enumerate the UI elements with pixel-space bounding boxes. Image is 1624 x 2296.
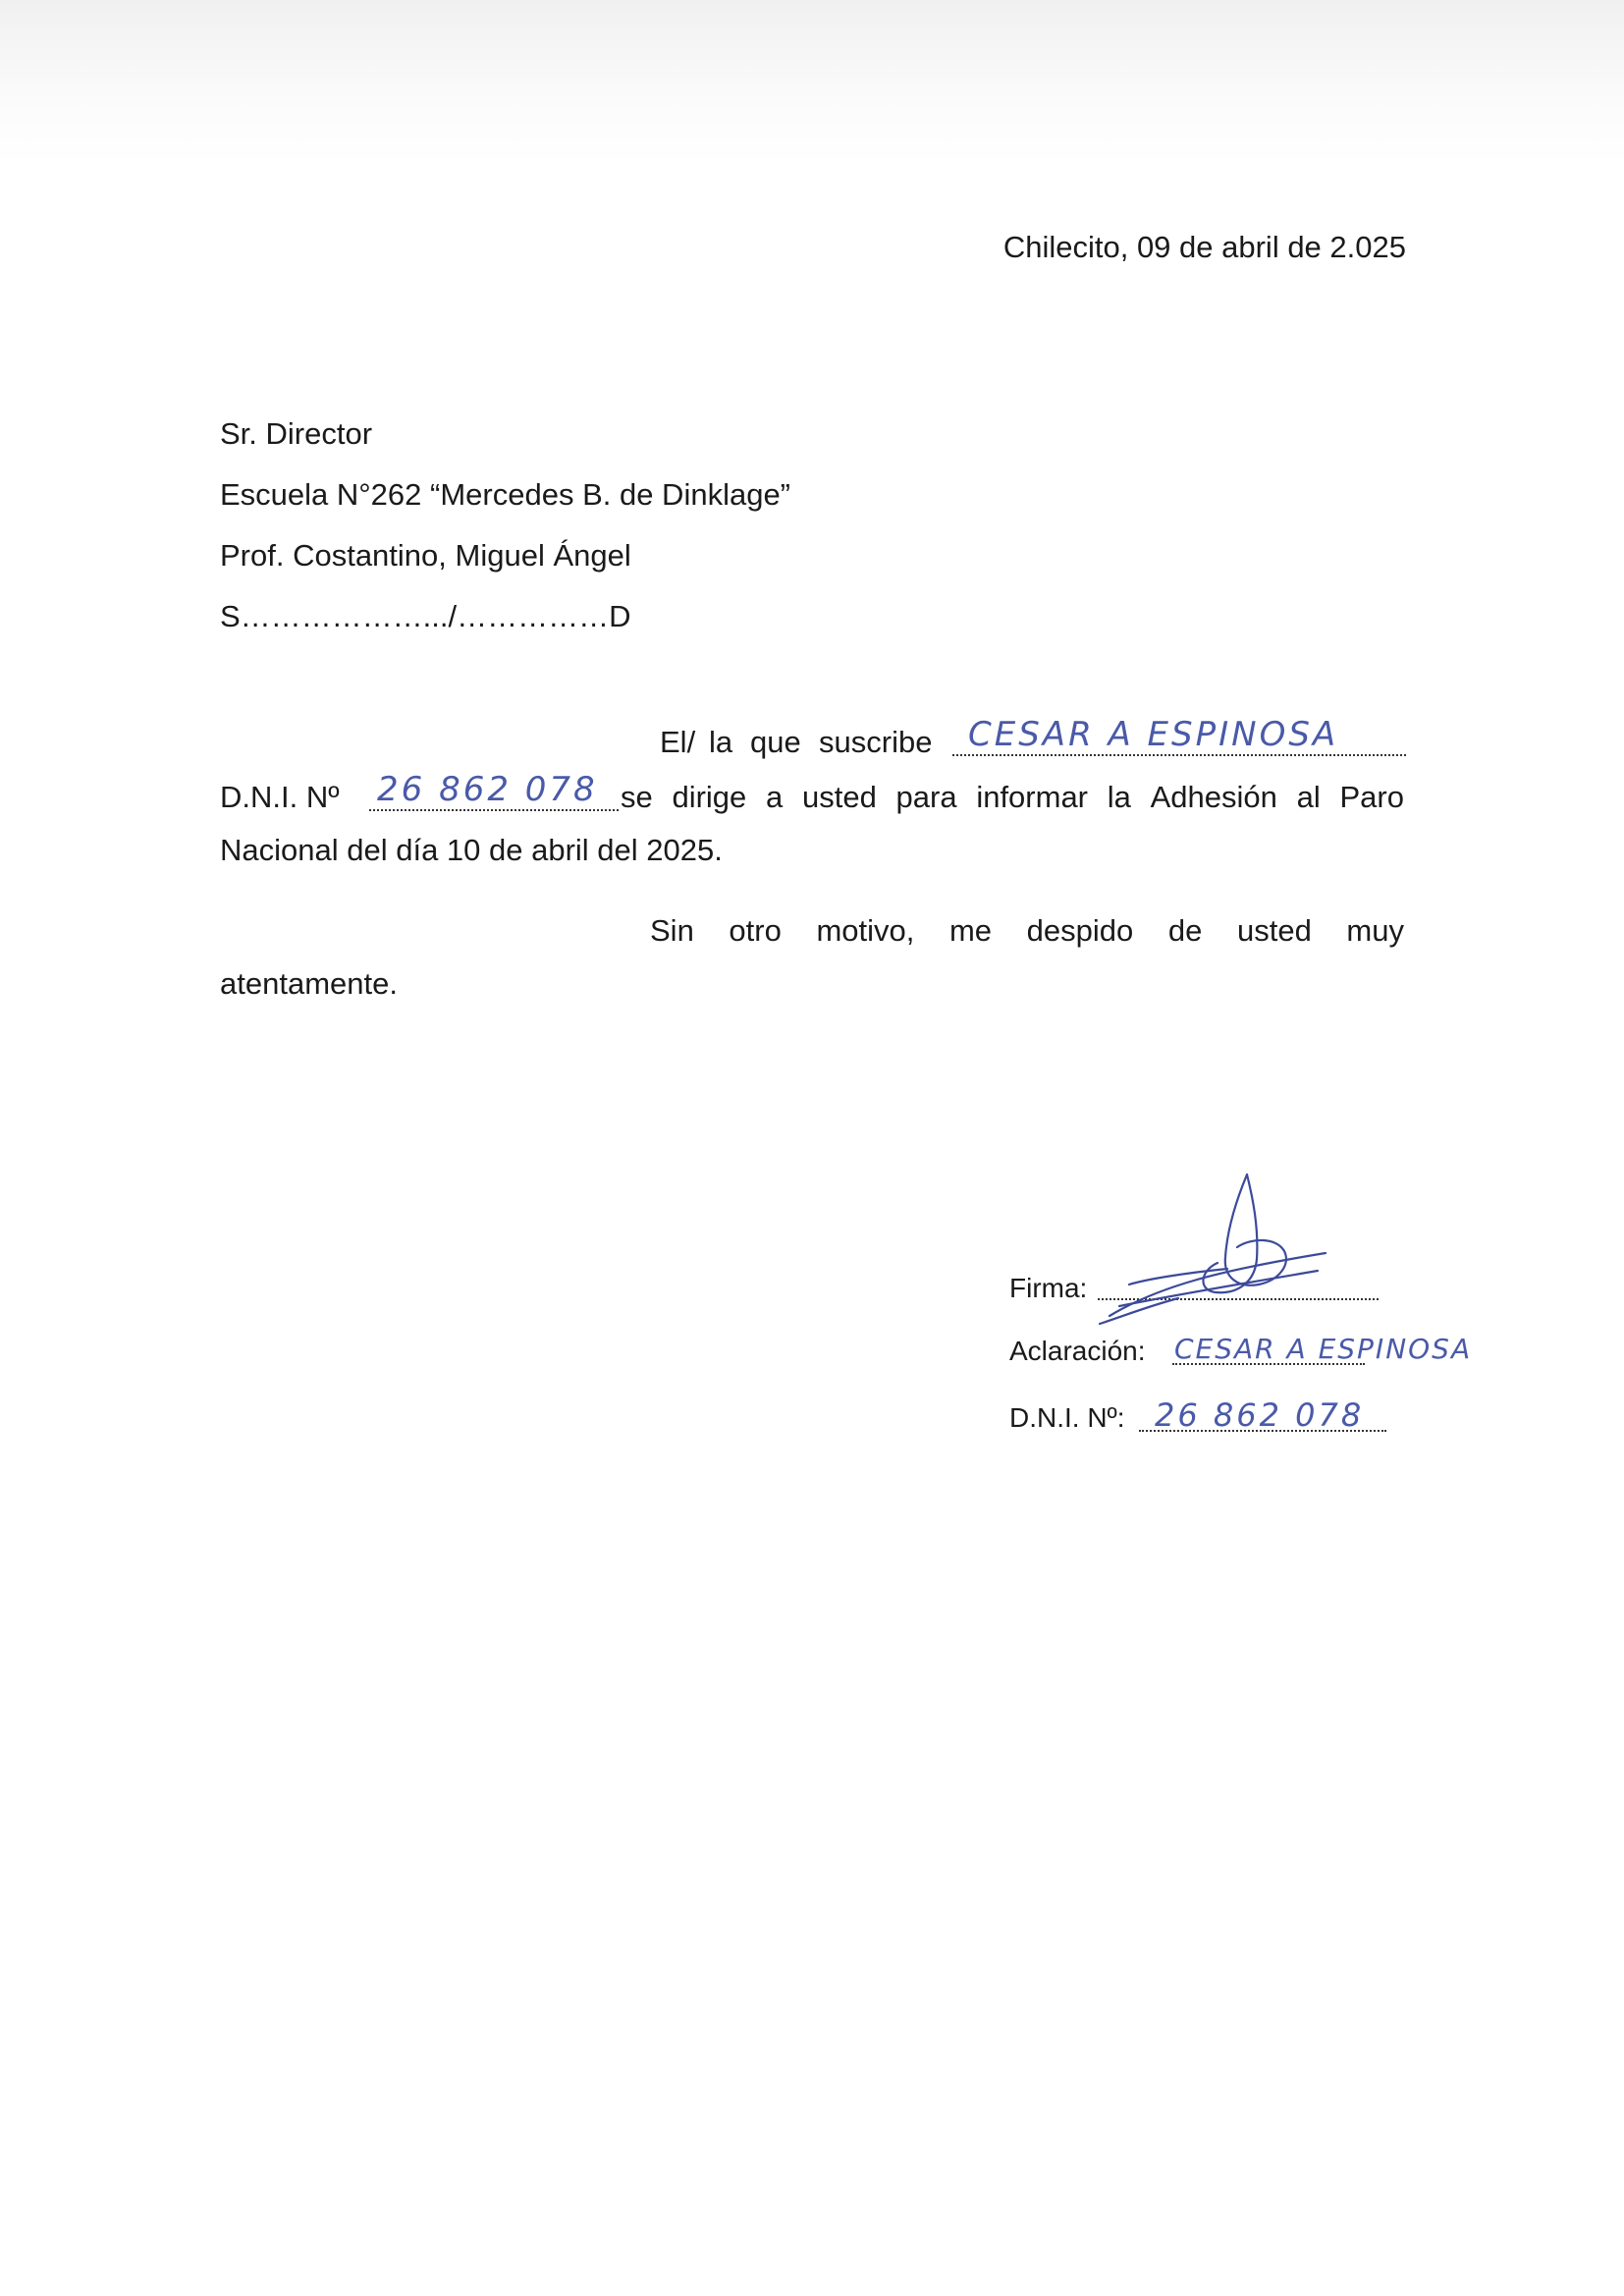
word: informar bbox=[976, 780, 1089, 814]
word: la bbox=[1107, 780, 1131, 814]
word: usted bbox=[1236, 913, 1312, 948]
word: usted bbox=[801, 780, 877, 814]
word: dirige bbox=[672, 780, 747, 814]
recipient-title: Sr. Director bbox=[220, 416, 373, 451]
firma-label: Firma: bbox=[1009, 1273, 1088, 1303]
body-dni-field bbox=[369, 770, 619, 811]
sig-dni-handwritten: 26 862 078 bbox=[1155, 1396, 1365, 1434]
word: motivo, bbox=[816, 913, 915, 948]
word: me bbox=[948, 913, 993, 948]
recipient-school: Escuela N°262 “Mercedes B. de Dinklage” bbox=[220, 477, 791, 512]
closing-line-2: atentamente. bbox=[220, 966, 398, 1001]
word: se bbox=[621, 780, 653, 814]
recipient-director-name: Prof. Costantino, Miguel Ángel bbox=[220, 538, 631, 573]
place-date: Chilecito, 09 de abril de 2.025 bbox=[1002, 230, 1406, 264]
word: Paro bbox=[1339, 780, 1404, 814]
closing-line-1 bbox=[650, 915, 1404, 946]
handwritten-signature bbox=[1090, 1169, 1345, 1336]
aclaracion-field bbox=[1172, 1333, 1473, 1365]
word: a bbox=[766, 780, 784, 814]
body-suscribe-w2: la bbox=[709, 725, 733, 759]
aclaracion-label: Aclaración: bbox=[1009, 1336, 1146, 1366]
sig-dni-field bbox=[1139, 1396, 1386, 1434]
body-line-3: Nacional del día 10 de abril del 2025. bbox=[220, 833, 723, 867]
body-suscribe-w1: El/ bbox=[660, 725, 696, 759]
sig-dni-label: D.N.I. Nº: bbox=[1009, 1402, 1125, 1433]
suscribe-name-field bbox=[952, 715, 1406, 756]
body-suscribe-w4: suscribe bbox=[819, 725, 933, 759]
word: despido bbox=[1026, 913, 1134, 948]
word: al bbox=[1296, 780, 1321, 814]
word: muy bbox=[1346, 913, 1404, 948]
body-dni-handwritten: 26 862 078 bbox=[377, 770, 598, 809]
recipient-sd: S……………….../……………D bbox=[220, 599, 631, 633]
body-suscribe-w3: que bbox=[750, 725, 801, 759]
word: Sin bbox=[650, 913, 694, 948]
body-line-2-rest bbox=[621, 782, 1404, 812]
word: otro bbox=[729, 913, 782, 948]
aclaracion-handwritten: CESAR A ESPINOSA bbox=[1174, 1333, 1473, 1365]
word: Adhesión bbox=[1150, 780, 1277, 814]
word: para bbox=[895, 780, 957, 814]
word: de bbox=[1167, 913, 1203, 948]
body-dni-label: D.N.I. Nº bbox=[220, 780, 340, 814]
suscribe-name-handwritten: CESAR A ESPINOSA bbox=[968, 715, 1339, 754]
